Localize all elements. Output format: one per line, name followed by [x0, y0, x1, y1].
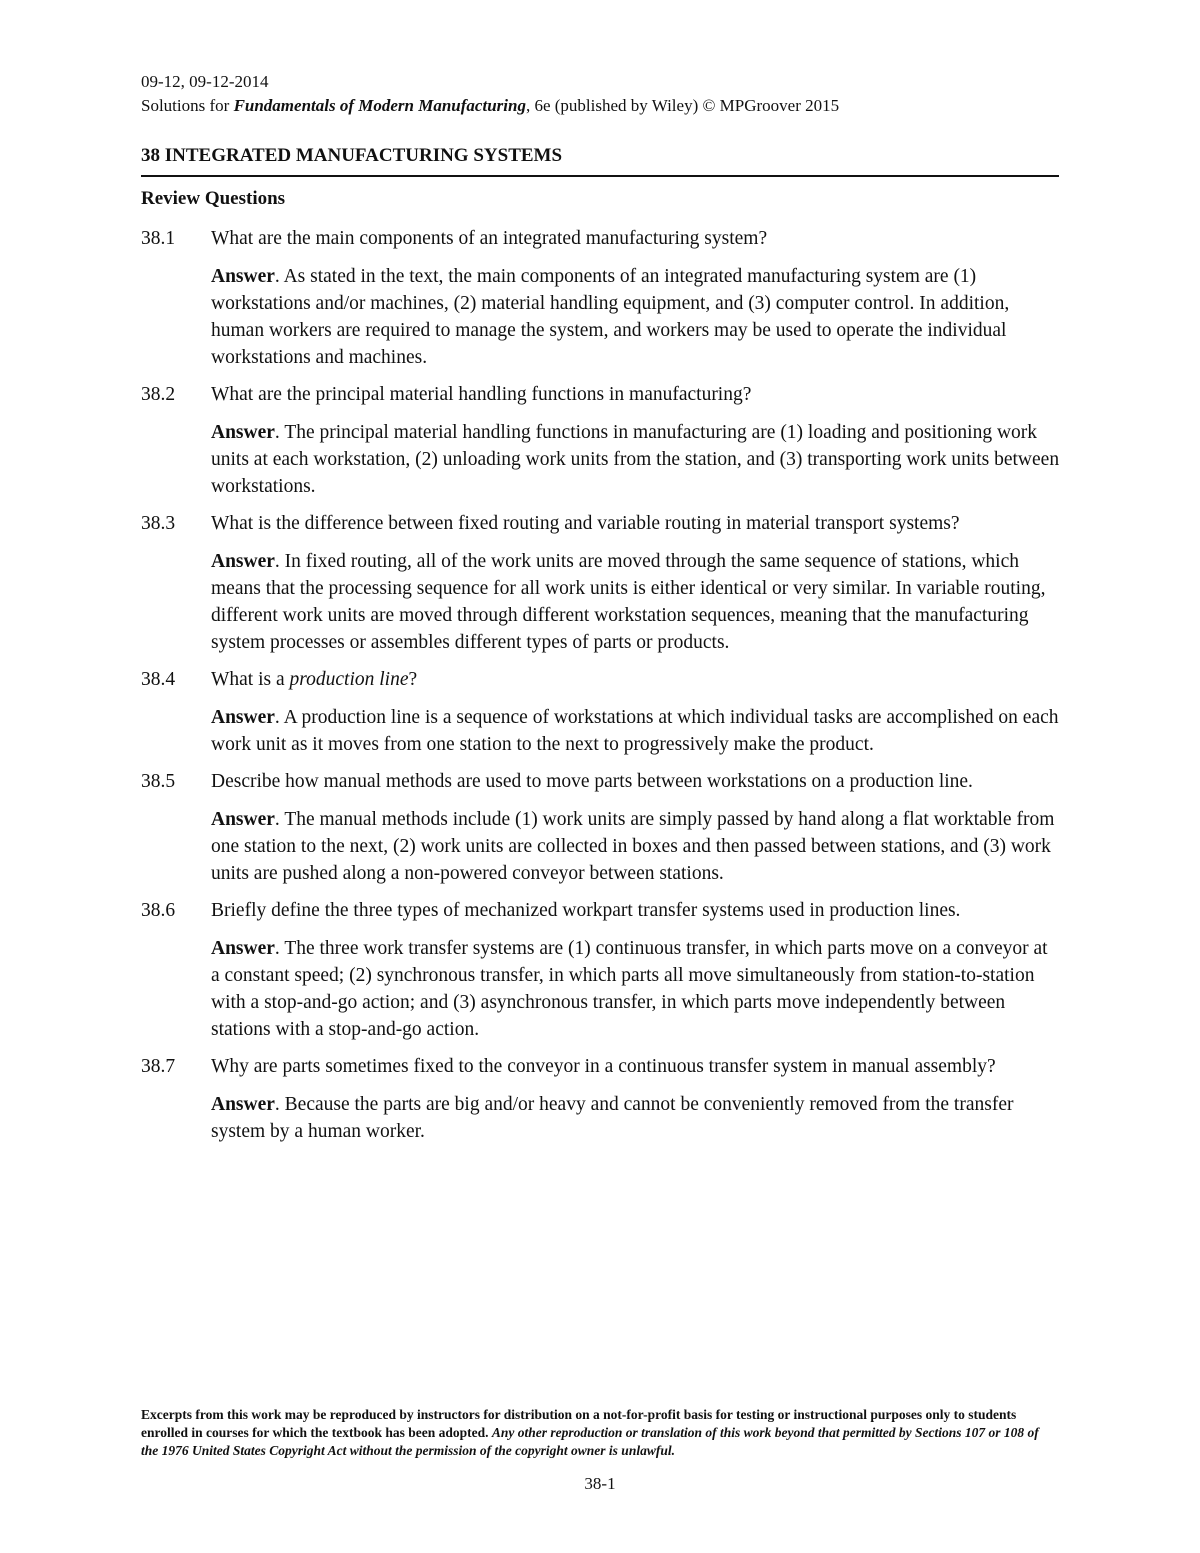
answer-text [211, 548, 1061, 656]
answer-label: Answer [211, 1094, 275, 1115]
question-text: What are the main components of an integrated manufacturing system? [211, 228, 768, 249]
question-number: 38.1 [141, 228, 176, 249]
answer-body: . Because the parts are big and/or heavy and cannot be conveniently removed from the transfer system by a human worker. [211, 1094, 1014, 1142]
answer-body: . The principal material handling functions in manufacturing are (1) loading and positioning work units at each workstation, (2) unloading work units from the station, and (3) transporting work units between workstations. [211, 422, 1060, 497]
solutions-line [141, 94, 839, 118]
chapter-title: 38 INTEGRATED MANUFACTURING SYSTEMS [141, 145, 1059, 177]
notice-text: Excerpts from this work may be reproduced by instructors for distribution on a not-for-profit basis for testing or instructional purposes only to students enrolled in courses for which the textbook has been adopted. [141, 1407, 1017, 1440]
qa-item [141, 510, 1061, 656]
answer-label: Answer [211, 551, 275, 572]
question-suffix: ? [408, 669, 418, 690]
question-text: Why are parts sometimes fixed to the conveyor in a continuous transfer system in manual assembly? [211, 1056, 996, 1077]
copyright-notice [141, 1406, 1056, 1460]
solutions-suffix: , 6e (published by Wiley) © MPGroover 2015 [525, 96, 840, 115]
page-number: 38-1 [584, 1474, 616, 1493]
answer-label: Answer [211, 266, 275, 287]
answer-body: . In fixed routing, all of the work units are moved through the same sequence of stations, which means that the processing sequence for all work units is either identical or very similar. In variable routing, different work units are moved through different workstation sequences, meaning that the manufacturing system processes or assembles different types of parts or products. [211, 551, 1046, 653]
date-line: 09-12, 09-12-2014 [141, 72, 269, 91]
book-title: Fundamentals of Modern Manufacturing [233, 96, 526, 115]
answer-body: . The manual methods include (1) work units are simply passed by hand along a flat worktable from one station to the next, (2) work units are collected in boxes and then passed between stations, and (3) work units are pushed along a non-powered conveyor between stations. [211, 809, 1055, 884]
qa-item [141, 381, 1061, 500]
question-number: 38.6 [141, 900, 176, 921]
answer-body: . A production line is a sequence of workstations at which individual tasks are accomplished on each work unit as it moves from one station to the next to progressively make the product. [211, 707, 1059, 755]
section-heading: Review Questions [141, 188, 286, 209]
answer-label: Answer [211, 707, 275, 728]
question-term: production line [289, 669, 409, 690]
answer-text [211, 935, 1061, 1043]
question-number: 38.2 [141, 384, 176, 405]
question-number: 38.4 [141, 669, 176, 690]
qa-item [141, 897, 1061, 1043]
answer-text [211, 1091, 1061, 1145]
answer-text [211, 806, 1061, 887]
qa-item [141, 768, 1061, 887]
question-number: 38.3 [141, 513, 176, 534]
answer-label: Answer [211, 938, 275, 959]
question-number: 38.5 [141, 771, 176, 792]
question-text: Describe how manual methods are used to move parts between workstations on a production line. [211, 771, 973, 792]
question-number: 38.7 [141, 1056, 176, 1077]
question-text [211, 666, 1061, 693]
answer-label: Answer [211, 422, 275, 443]
notice-italic-text: Any other reproduction or translation of this work beyond that permitted by Sections 107 or 108 of the 1976 United States Copyright Act without the permission of the copyright owner is unlawful. [141, 1425, 1039, 1458]
solutions-prefix: Solutions for [141, 96, 234, 115]
answer-label: Answer [211, 809, 275, 830]
answer-body: . As stated in the text, the main components of an integrated manufacturing system are (1) workstations and/or machines, (2) material handling equipment, and (3) computer control. In addition, human workers are required to manage the system, and workers may be used to operate the individual workstations and machines. [211, 266, 1010, 368]
answer-body: . The three work transfer systems are (1) continuous transfer, in which parts move on a conveyor at a constant speed; (2) synchronous transfer, in which parts all move simultaneously from station-to-station with a stop-and-go action; and (3) asynchronous transfer, in which parts move independently between stations with a stop-and-go action. [211, 938, 1048, 1040]
answer-text [211, 263, 1061, 371]
page-header [141, 70, 839, 118]
answer-text [211, 419, 1061, 500]
qa-list [141, 225, 1061, 1155]
question-text: Briefly define the three types of mechanized workpart transfer systems used in production lines. [211, 900, 961, 921]
qa-item [141, 1053, 1061, 1145]
answer-text [211, 704, 1061, 758]
question-text: What is the difference between fixed routing and variable routing in material transport systems? [211, 513, 960, 534]
qa-item [141, 225, 1061, 371]
qa-item [141, 666, 1061, 758]
question-text: What are the principal material handling functions in manufacturing? [211, 384, 752, 405]
question-prefix: What is a [211, 669, 290, 690]
